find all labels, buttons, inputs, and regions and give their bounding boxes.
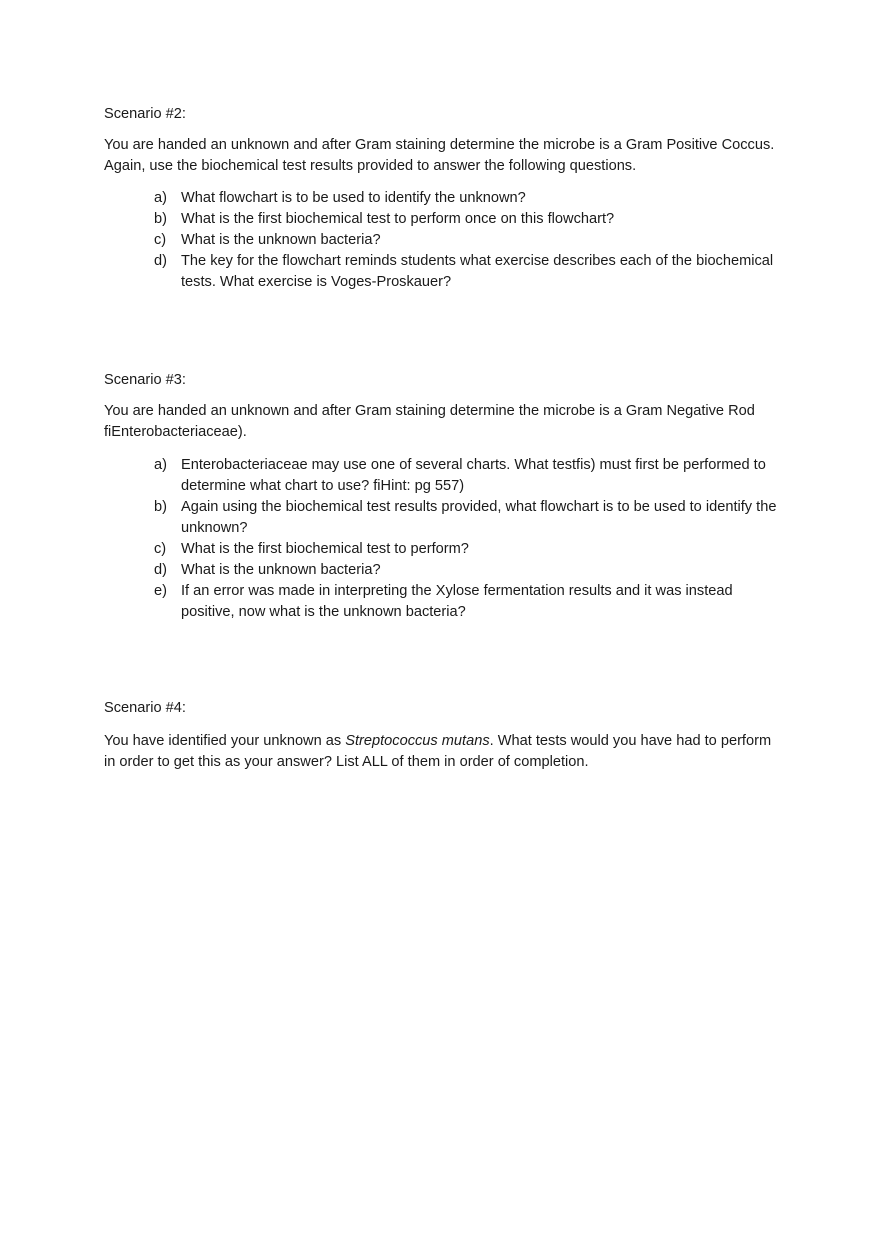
scenario-4-intro: [104, 731, 784, 773]
question-item: [150, 230, 780, 251]
question-text: If an error was made in interpreting the Xylose fermentation results and it was instead positive, now what is the unknown bacteria?: [181, 583, 733, 620]
question-marker: b): [154, 499, 167, 515]
scenario-2-questions: [150, 188, 780, 293]
question-item: [150, 560, 780, 581]
question-marker: c): [154, 541, 167, 557]
question-text: Enterobacteriaceae may use one of several charts. What testfis) must first be performed to determine what chart to use? fiHint: pg 557): [181, 457, 766, 494]
question-text: What flowchart is to be used to identify the unknown?: [181, 190, 526, 206]
question-item: [150, 188, 780, 209]
question-marker: d): [154, 253, 167, 269]
scenario-3-intro: You are handed an unknown and after Gram staining determine the microbe is a Gram Negative Rod fiEnterobacteriaceae).: [104, 403, 755, 440]
question-item: [150, 497, 780, 539]
scenario-2-title: Scenario #2:: [104, 106, 186, 122]
question-marker: b): [154, 211, 167, 227]
question-text: What is the first biochemical test to perform once on this flowchart?: [181, 211, 615, 227]
question-item: [150, 209, 780, 230]
question-item: [150, 251, 780, 293]
question-text: What is the first biochemical test to perform?: [181, 541, 469, 557]
scenario-2-intro: You are handed an unknown and after Gram staining determine the microbe is a Gram Positive Coccus. Again, use the biochemical test results provided to answer the following questions.: [104, 137, 775, 174]
question-item: [150, 455, 780, 497]
question-text: Again using the biochemical test results provided, what flowchart is to be used to identify the unknown?: [181, 499, 777, 536]
question-item: [150, 539, 780, 560]
scenario-4-title: Scenario #4:: [104, 700, 186, 716]
question-text: The key for the flowchart reminds students what exercise describes each of the biochemical tests. What exercise is Voges-Proskauer?: [181, 253, 774, 290]
question-text: What is the unknown bacteria?: [181, 232, 381, 248]
question-marker: a): [154, 457, 167, 473]
question-marker: a): [154, 190, 167, 206]
question-marker: c): [154, 232, 167, 248]
question-item: [150, 581, 780, 623]
scenario-3-questions: [150, 455, 780, 623]
scenario-4-intro-end: . What tests would you have had to perform in order to get this as your answer? List ALL of them in order of completion.: [104, 733, 772, 770]
scenario-3-title: Scenario #3:: [104, 372, 186, 388]
organism-name: Streptococcus mutans: [345, 733, 490, 749]
question-marker: d): [154, 562, 167, 578]
scenario-4-intro-start: You have identified your unknown as: [104, 733, 346, 749]
question-text: What is the unknown bacteria?: [181, 562, 381, 578]
question-marker: e): [154, 583, 167, 599]
